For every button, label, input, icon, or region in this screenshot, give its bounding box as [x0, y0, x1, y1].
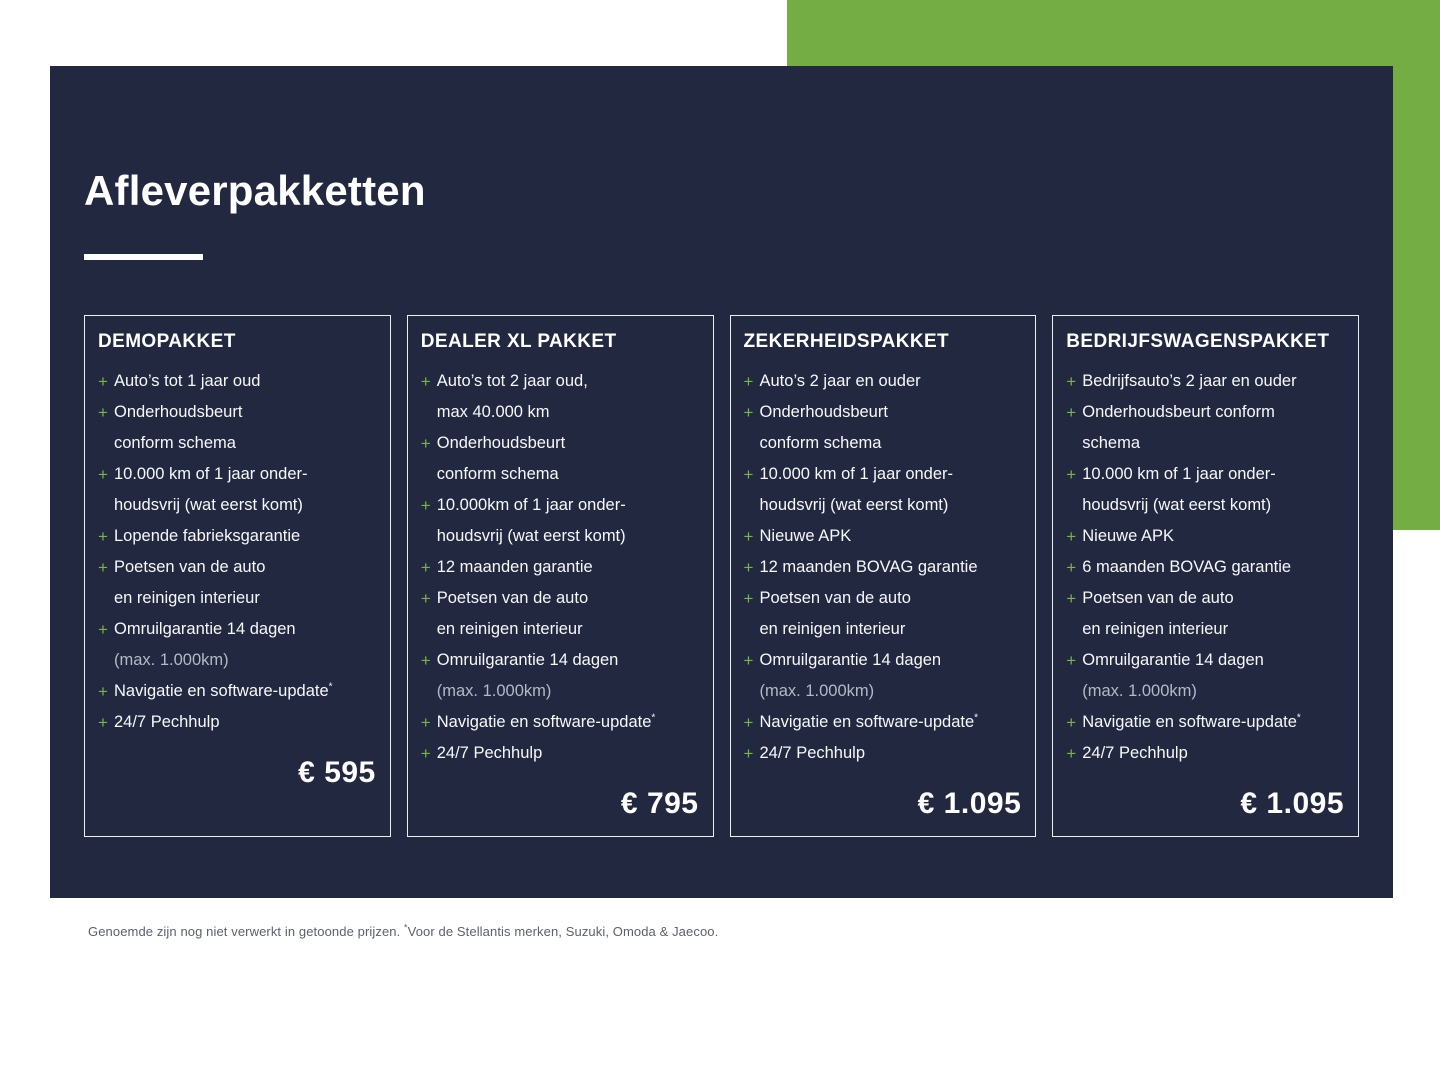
feature-text [760, 738, 1023, 769]
feature-line: conform schema [436, 465, 559, 484]
feature-list [1066, 366, 1345, 769]
package-price: € 1.095 [917, 787, 1022, 821]
feature-text [114, 397, 377, 459]
feature-item [98, 676, 377, 707]
plus-icon: + [743, 713, 754, 733]
feature-line: en reinigen interieur [1082, 620, 1229, 639]
title-underline [84, 254, 203, 260]
feature-text [114, 707, 377, 738]
package-price: € 795 [620, 787, 699, 821]
feature-line: 24/7 Pechhulp [1082, 744, 1188, 763]
feature-line: Nieuwe APK [759, 527, 852, 546]
feature-line: (max. 1.000km) [1082, 682, 1197, 701]
plus-icon: + [743, 403, 754, 423]
plus-icon: + [743, 372, 754, 392]
plus-icon: + [1066, 651, 1077, 671]
feature-line: Auto’s tot 2 jaar oud, [436, 372, 588, 391]
plus-icon: + [420, 589, 431, 609]
asterisk-mark: * [651, 712, 656, 724]
feature-line [1082, 707, 1345, 738]
feature-line: 24/7 Pechhulp [114, 713, 220, 732]
feature-item [421, 490, 700, 552]
plus-icon: + [1066, 558, 1077, 578]
feature-item [421, 552, 700, 583]
feature-item [421, 366, 700, 428]
feature-text [114, 676, 377, 707]
feature-item [744, 459, 1023, 521]
package-price: € 1.095 [1240, 787, 1344, 821]
feature-line-text: Navigatie en software-update [1082, 713, 1297, 732]
asterisk-mark: * [1296, 712, 1301, 724]
feature-item [744, 552, 1023, 583]
plus-icon: + [98, 465, 108, 485]
feature-item [744, 366, 1023, 397]
feature-line: (max. 1.000km) [759, 682, 875, 701]
plus-icon: + [1066, 372, 1077, 392]
feature-line: en reinigen interieur [114, 589, 260, 608]
feature-line: Bedrijfsauto’s 2 jaar en ouder [1082, 372, 1297, 391]
feature-item [421, 738, 700, 769]
feature-item [1066, 521, 1345, 552]
plus-icon: + [743, 744, 754, 764]
footnote-text: Genoemde zijn nog niet verwerkt in getoonde prijzen. [88, 924, 405, 939]
plus-icon: + [420, 744, 431, 764]
feature-text [1082, 366, 1345, 397]
asterisk-mark: * [328, 681, 333, 693]
feature-item [98, 397, 377, 459]
feature-line: Auto’s tot 1 jaar oud [114, 372, 261, 391]
package-card-bedrijfswagens [1052, 315, 1359, 837]
package-card-dealer-xl [407, 315, 714, 837]
feature-line: en reinigen interieur [759, 620, 906, 639]
feature-line: Omruilgarantie 14 dagen [436, 651, 619, 670]
feature-line: schema [1082, 434, 1141, 453]
feature-line-text: Navigatie en software-update [114, 682, 329, 701]
feature-text [1082, 583, 1345, 645]
plus-icon: + [98, 682, 108, 702]
feature-line [114, 676, 377, 707]
feature-line: Poetsen van de auto [114, 558, 266, 577]
feature-line: houdsvrij (wat eerst komt) [1082, 496, 1272, 515]
plus-icon: + [743, 558, 754, 578]
feature-text [437, 645, 700, 707]
asterisk-mark: * [974, 712, 979, 724]
feature-line-text: Navigatie en software-update [759, 713, 975, 732]
feature-text [1082, 738, 1345, 769]
feature-text [114, 614, 377, 676]
feature-line: 10.000 km of 1 jaar onder- [1082, 465, 1276, 484]
feature-line: 10.000 km of 1 jaar onder- [114, 465, 308, 484]
feature-text [1082, 707, 1345, 738]
feature-item [1066, 645, 1345, 707]
feature-list [744, 366, 1023, 769]
feature-line: Lopende fabrieksgarantie [114, 527, 301, 546]
feature-line: conform schema [114, 434, 236, 453]
feature-item [744, 521, 1023, 552]
feature-text [1082, 459, 1345, 521]
feature-item [421, 428, 700, 490]
footnote [88, 924, 718, 939]
package-title: ZEKERHEIDSPAKKET [743, 331, 950, 353]
package-title: DEALER XL PAKKET [420, 331, 617, 353]
package-price: € 595 [298, 756, 376, 790]
package-title: BEDRIJFSWAGENSPAKKET [1066, 331, 1330, 353]
feature-item [421, 707, 700, 738]
plus-icon: + [1066, 465, 1077, 485]
feature-item [421, 583, 700, 645]
plus-icon: + [743, 589, 754, 609]
feature-item [1066, 459, 1345, 521]
feature-item [98, 459, 377, 521]
plus-icon: + [98, 620, 108, 640]
feature-text [1082, 645, 1345, 707]
feature-text [760, 459, 1023, 521]
footnote-asterisk-mark: * [404, 922, 408, 933]
feature-item [744, 738, 1023, 769]
plus-icon: + [420, 651, 431, 671]
feature-item [744, 645, 1023, 707]
feature-line: Poetsen van de auto [1082, 589, 1234, 608]
plus-icon: + [743, 527, 754, 547]
feature-text [760, 397, 1023, 459]
feature-line: Auto’s 2 jaar en ouder [759, 372, 921, 391]
feature-item [421, 645, 700, 707]
feature-item [1066, 583, 1345, 645]
plus-icon: + [420, 713, 431, 733]
plus-icon: + [98, 527, 108, 547]
plus-icon: + [743, 465, 754, 485]
feature-text [760, 552, 1023, 583]
feature-list [421, 366, 700, 769]
feature-line: Nieuwe APK [1082, 527, 1174, 546]
plus-icon: + [98, 558, 108, 578]
feature-list [98, 366, 377, 738]
feature-item [1066, 397, 1345, 459]
feature-line: en reinigen interieur [436, 620, 583, 639]
feature-line: Onderhoudsbeurt [759, 403, 888, 422]
feature-line: Onderhoudsbeurt [114, 403, 243, 422]
feature-item [1066, 366, 1345, 397]
feature-item [1066, 552, 1345, 583]
feature-line: (max. 1.000km) [114, 651, 229, 670]
feature-line: 6 maanden BOVAG garantie [1082, 558, 1292, 577]
feature-text [1082, 521, 1345, 552]
feature-text [760, 707, 1023, 738]
package-title: DEMOPAKKET [98, 331, 236, 353]
feature-line: 12 maanden BOVAG garantie [759, 558, 978, 577]
plus-icon: + [420, 434, 431, 454]
feature-item [98, 614, 377, 676]
feature-item [744, 583, 1023, 645]
feature-text [437, 428, 700, 490]
feature-line: Omruilgarantie 14 dagen [1082, 651, 1264, 670]
feature-line: conform schema [759, 434, 882, 453]
feature-line: Onderhoudsbeurt [436, 434, 566, 453]
feature-line: houdsvrij (wat eerst komt) [436, 527, 626, 546]
feature-item [1066, 707, 1345, 738]
plus-icon: + [1066, 527, 1077, 547]
feature-text [760, 366, 1023, 397]
feature-line: 10.000 km of 1 jaar onder- [759, 465, 954, 484]
feature-item [744, 397, 1023, 459]
feature-text [114, 552, 377, 614]
feature-item [98, 552, 377, 614]
feature-line [437, 707, 700, 738]
feature-line: Omruilgarantie 14 dagen [114, 620, 296, 639]
feature-line: Omruilgarantie 14 dagen [759, 651, 942, 670]
feature-line [760, 707, 1023, 738]
feature-item [744, 707, 1023, 738]
feature-text [437, 583, 700, 645]
feature-line: Poetsen van de auto [759, 589, 911, 608]
feature-text [437, 738, 700, 769]
plus-icon: + [420, 496, 431, 516]
feature-line: (max. 1.000km) [436, 682, 552, 701]
feature-text [437, 707, 700, 738]
feature-line: 24/7 Pechhulp [436, 744, 543, 763]
feature-item [98, 366, 377, 397]
plus-icon: + [98, 713, 108, 733]
feature-item [98, 707, 377, 738]
feature-item [1066, 738, 1345, 769]
feature-line: houdsvrij (wat eerst komt) [759, 496, 949, 515]
package-card-demopakket [84, 315, 391, 837]
plus-icon: + [1066, 589, 1077, 609]
feature-line: 24/7 Pechhulp [759, 744, 866, 763]
feature-text [760, 645, 1023, 707]
footnote-text: Voor de Stellantis merken, Suzuki, Omoda & Jaecoo. [407, 924, 719, 939]
feature-line: 12 maanden garantie [436, 558, 593, 577]
feature-text [114, 521, 377, 552]
feature-text [437, 490, 700, 552]
feature-text [1082, 552, 1345, 583]
plus-icon: + [420, 558, 431, 578]
feature-line: houdsvrij (wat eerst komt) [114, 496, 303, 515]
package-card-zekerheids [730, 315, 1037, 837]
feature-text [760, 521, 1023, 552]
plus-icon: + [1066, 744, 1077, 764]
plus-icon: + [1066, 403, 1077, 423]
feature-line: max 40.000 km [436, 403, 550, 422]
plus-icon: + [420, 372, 431, 392]
packages-panel [50, 66, 1393, 898]
plus-icon: + [98, 403, 108, 423]
feature-line: 10.000km of 1 jaar onder- [436, 496, 626, 515]
feature-item [98, 521, 377, 552]
feature-text [1082, 397, 1345, 459]
feature-text [114, 459, 377, 521]
plus-icon: + [743, 651, 754, 671]
feature-text [760, 583, 1023, 645]
package-cards [84, 315, 1359, 837]
feature-line-text: Navigatie en software-update [436, 713, 652, 732]
plus-icon: + [1066, 713, 1077, 733]
page-title: Afleverpakketten [84, 167, 426, 214]
plus-icon: + [98, 372, 108, 392]
feature-text [437, 552, 700, 583]
feature-text [437, 366, 700, 428]
feature-text [114, 366, 377, 397]
feature-line: Onderhoudsbeurt conform [1082, 403, 1275, 422]
feature-line: Poetsen van de auto [436, 589, 589, 608]
